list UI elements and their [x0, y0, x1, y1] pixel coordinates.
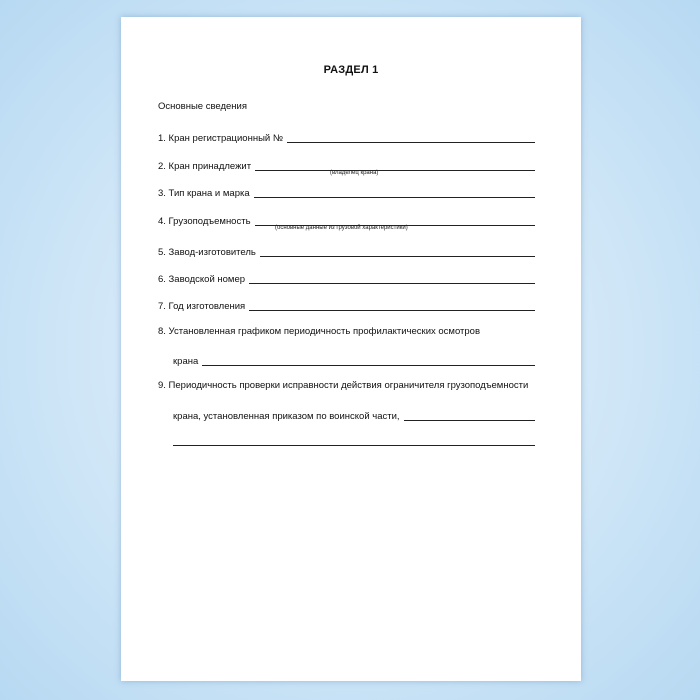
blank-line	[249, 310, 535, 311]
field-label: 2. Кран принадлежит	[158, 161, 252, 172]
field-registration-number	[158, 130, 535, 144]
page-title: РАЗДЕЛ 1	[323, 64, 379, 76]
field-label: 7. Год изготовления	[158, 301, 246, 312]
section-subtitle: Основные сведения	[158, 101, 248, 112]
field-label: крана, установленная приказом по воинской части,	[173, 411, 400, 422]
blank-line	[404, 420, 535, 421]
field-limiter-check-period	[173, 408, 535, 422]
field-label: 5. Завод-изготовитель	[158, 247, 256, 258]
field-crane-type	[158, 185, 535, 199]
blank-line	[255, 170, 535, 171]
field-label: 1. Кран регистрационный №	[158, 133, 284, 144]
document-page	[121, 17, 581, 681]
field-label: 3. Тип крана и марка	[158, 188, 250, 199]
blank-line	[287, 142, 535, 143]
blank-line	[254, 197, 535, 198]
blank-line-continuation	[173, 445, 535, 446]
blank-line	[249, 283, 535, 284]
field-hint: (основные данные из грузовой характеристики)	[275, 225, 408, 231]
field-label: крана	[173, 356, 199, 367]
field-manufacture-year	[158, 298, 535, 312]
blank-line	[202, 365, 535, 366]
field-serial-number	[158, 271, 535, 285]
field-label: 6. Заводской номер	[158, 274, 246, 285]
field-manufacturer	[158, 244, 535, 258]
field-inspection-period-text: 8. Установленная графиком периодичность профилактических осмотров	[158, 326, 480, 337]
field-hint: (владелец крана)	[330, 170, 379, 176]
blank-line	[260, 256, 535, 257]
field-label: 4. Грузоподъемность	[158, 216, 251, 227]
field-inspection-period	[173, 353, 535, 367]
field-limiter-check-text: 9. Периодичность проверки исправности действия ограничителя грузоподъемности	[158, 380, 529, 391]
